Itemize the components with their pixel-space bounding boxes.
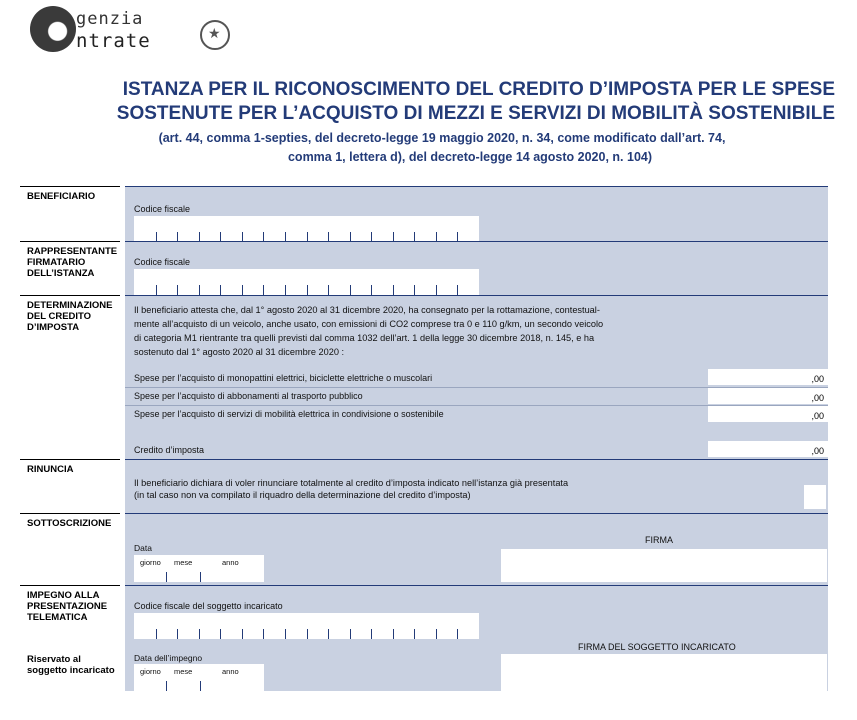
republic-emblem-icon — [200, 20, 230, 50]
section-panel — [125, 241, 828, 296]
cell-divider — [156, 629, 157, 639]
cell-divider — [242, 629, 243, 639]
cell-divider — [457, 285, 458, 295]
section-beneficiario — [20, 186, 828, 241]
anno-label: anno — [222, 558, 239, 567]
section-sottoscrizione — [20, 513, 828, 585]
logo-word-agenzia: genzia — [76, 9, 144, 29]
cell-divider — [414, 285, 415, 295]
section-label: SOTTOSCRIZIONE — [20, 513, 120, 586]
form-subtitle-line2: comma 1, lettera d), del decreto-legge 14 agosto 2020, n. 104) — [287, 150, 653, 164]
section-label: RINUNCIA — [20, 459, 120, 514]
beneficiario-codice-fiscale-input[interactable] — [134, 216, 479, 242]
row-servizi-label: Spese per l’acquisto di servizi di mobilità elettrica in condivisione o sostenibile — [134, 409, 444, 419]
form-subtitle-line1: (art. 44, comma 1-septies, del decreto-legge 19 maggio 2020, n. 34, come modificato dall’art. 74, — [158, 131, 726, 145]
cell-divider — [393, 629, 394, 639]
section-label: DETERMINAZIONE DEL CREDITO D’IMPOSTA — [20, 295, 120, 460]
section-panel — [125, 640, 828, 691]
codice-fiscale-incaricato-label: Codice fiscale del soggetto incaricato — [134, 601, 283, 611]
cell-divider — [328, 285, 329, 295]
cell-divider — [350, 629, 351, 639]
cell-divider — [371, 285, 372, 295]
form-title-line1: ISTANZA PER IL RICONOSCIMENTO DEL CREDITO D’IMPOSTA PER LE SPESE — [122, 79, 835, 100]
giorno-label: giorno — [140, 558, 161, 567]
determinazione-text: Il beneficiario attesta che, dal 1° agosto 2020 al 31 dicembre 2020, ha consegnato per la rottamazione, contestual- mente all’acquisto di un veicolo, anche usato, con emissioni di CO2 comprese tra 0 e 110 g/km, un secondo veicolo di categoria M1 rientrante tra quelli previsti dal comma 1032 dell’art. 1 della legge 30 dicembre 2018, n. 145, e ha sostenuto dal 1° agosto 2020 al 31 dicembre 2020 : — [134, 305, 604, 357]
section-label: Riservato al soggetto incaricato — [27, 654, 115, 676]
section-panel — [125, 459, 828, 514]
section-panel — [125, 295, 828, 460]
cell-divider — [285, 285, 286, 295]
section-panel — [125, 585, 828, 641]
row-monopattini-label: Spese per l’acquisto di monopattini elettrici, biciclette elettriche o muscolari — [134, 373, 433, 383]
section-rinuncia — [20, 459, 828, 513]
servizi-amount-input[interactable]: ,00 — [708, 406, 828, 422]
firma-signature-box[interactable] — [501, 549, 827, 582]
section-label: IMPEGNO ALLA PRESENTAZIONE TELEMATICA — [20, 585, 120, 641]
cell-divider — [199, 285, 200, 295]
section-panel — [125, 186, 828, 242]
cell-divider — [350, 285, 351, 295]
cell-divider — [457, 629, 458, 639]
section-determinazione — [20, 295, 828, 459]
cell-divider — [436, 629, 437, 639]
data-impegno-input[interactable] — [134, 664, 264, 691]
monopattini-amount-input[interactable]: ,00 — [708, 369, 828, 385]
giorno-label: giorno — [140, 667, 161, 676]
cell-divider — [393, 285, 394, 295]
cell-divider — [307, 285, 308, 295]
codice-fiscale-label: Codice fiscale — [134, 204, 191, 214]
section-panel — [125, 513, 828, 586]
codice-fiscale-label: Codice fiscale — [134, 257, 191, 267]
firma-label: FIRMA — [645, 535, 673, 545]
section-riservato — [20, 640, 828, 691]
cell-divider — [177, 285, 178, 295]
firma-incaricato-label: FIRMA DEL SOGGETTO INCARICATO — [578, 642, 736, 652]
cell-divider — [263, 629, 264, 639]
firma-incaricato-signature-box[interactable] — [501, 654, 827, 691]
abbonamenti-amount-input[interactable]: ,00 — [708, 388, 828, 404]
rinuncia-text: Il beneficiario dichiara di voler rinunciare totalmente al credito d’imposta indicato nell’istanza già presentata (in tal caso non va compilato il riquadro della determinazione del credito d’imposta) — [134, 478, 569, 500]
cell-divider — [414, 629, 415, 639]
cell-divider — [177, 629, 178, 639]
credito-imposta-label: Credito d’imposta — [134, 445, 205, 455]
cell-divider — [371, 629, 372, 639]
section-label: RAPPRESENTANTE FIRMATARIO DELL’ISTANZA — [20, 241, 120, 296]
cell-divider — [199, 629, 200, 639]
logo-word-entrate: ntrate — [76, 30, 151, 52]
mese-label: mese — [174, 667, 193, 676]
cell-divider — [242, 285, 243, 295]
section-impegno — [20, 585, 828, 640]
cell-divider — [220, 629, 221, 639]
rinuncia-checkbox[interactable] — [804, 485, 826, 509]
cell-divider — [263, 285, 264, 295]
incaricato-codice-fiscale-input[interactable] — [134, 613, 479, 639]
row-abbonamenti-label: Spese per l’acquisto di abbonamenti al trasporto pubblico — [134, 391, 363, 401]
cell-divider — [307, 629, 308, 639]
rappresentante-codice-fiscale-input[interactable] — [134, 269, 479, 295]
agenzia-entrate-logo — [30, 6, 200, 54]
form-title-line2: SOSTENUTE PER L’ACQUISTO DI MEZZI E SERVIZI DI MOBILITÀ SOSTENIBILE — [116, 103, 835, 124]
data-impegno-label: Data dell’impegno — [134, 653, 203, 663]
cell-divider — [156, 285, 157, 295]
mese-label: mese — [174, 558, 193, 567]
section-label: BENEFICIARIO — [20, 186, 120, 242]
cell-divider — [436, 285, 437, 295]
cell-divider — [328, 629, 329, 639]
cell-divider — [220, 285, 221, 295]
data-label: Data — [134, 543, 152, 553]
credito-imposta-amount-input[interactable]: ,00 — [708, 441, 828, 457]
sottoscrizione-date-input[interactable] — [134, 555, 264, 582]
anno-label: anno — [222, 667, 239, 676]
cell-divider — [285, 629, 286, 639]
istanza-form — [20, 186, 828, 691]
logo-mark-icon — [30, 6, 76, 52]
section-rappresentante — [20, 241, 828, 295]
